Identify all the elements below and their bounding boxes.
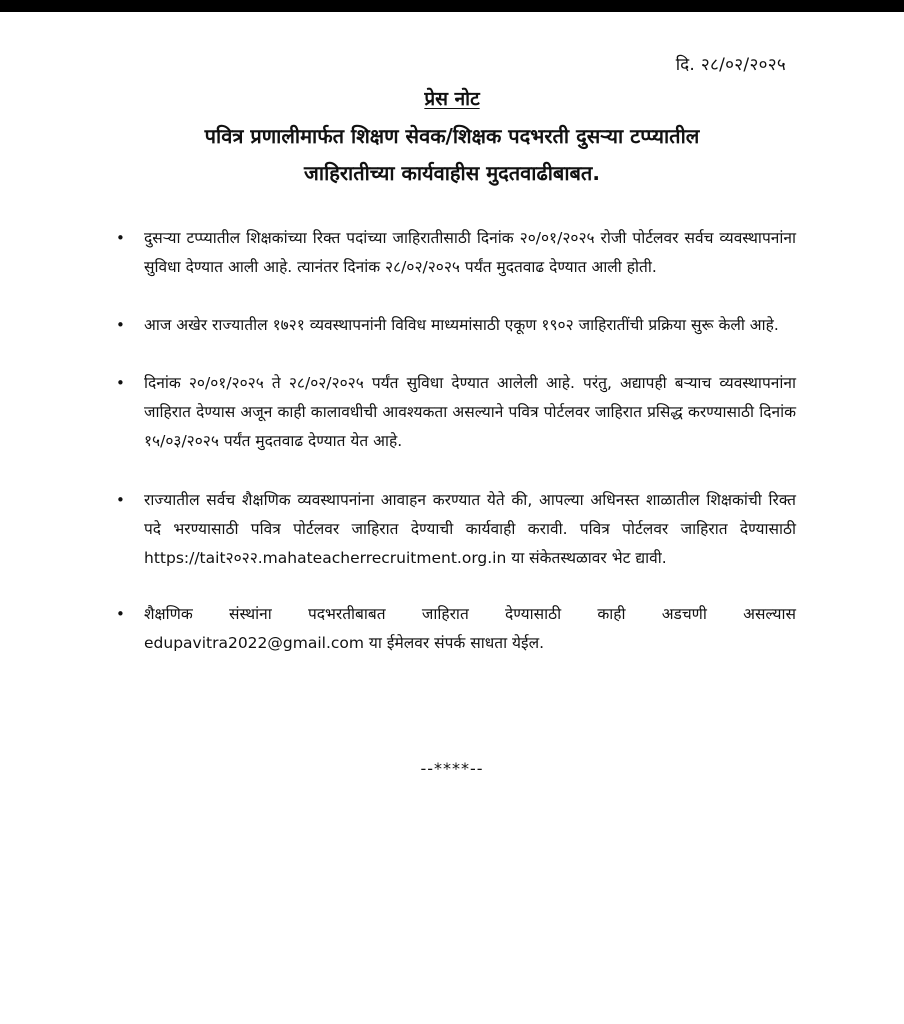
bullet-icon: •: [116, 316, 125, 334]
bullet-icon: •: [116, 229, 125, 247]
press-note-title: प्रेस नोट: [424, 88, 480, 110]
point-text-4: राज्यातील सर्वच शैक्षणिक व्यवस्थापनांना आवाहन करण्यात येते की, आपल्या अधिनस्त शाळातील शिक्षकांची रिक्त पदे भरण्यासाठी पवित्र पोर्टलवर जाहिरात देण्याची कार्यवाही करावी. पवित्र पोर्टलवर जाहिरात देण्यासाठी https://tait२०२२.mahateacherrecruitment.org.in या संकेतस्थळावर भेट द्यावी.: [144, 491, 796, 567]
point-text-1: दुसऱ्या टप्प्यातील शिक्षकांच्या रिक्त पदांच्या जाहिरातीसाठी दिनांक २०/०१/२०२५ रोजी पोर्टलवर सर्वच व्यवस्थापनांना सुविधा देण्यात आली आहे. त्यानंतर दिनांक २८/०२/२०२५ पर्यंत मुदतवाढ देण्यात आली होती.: [144, 229, 796, 276]
point-text-2: आज अखेर राज्यातील १७२१ व्यवस्थापनांनी विविध माध्यमांसाठी एकूण १९०२ जाहिरातींची प्रक्रिया सुरू केली आहे.: [144, 316, 779, 334]
document-date: दि. २८/०२/२०२५: [675, 55, 786, 75]
list-item: [116, 311, 796, 340]
bullet-icon: •: [116, 605, 125, 623]
subject-line-1: पवित्र प्रणालीमार्फत शिक्षण सेवक/शिक्षक पदभरती दुसऱ्या टप्प्यातील: [204, 124, 700, 148]
press-note-page: [0, 12, 904, 1024]
list-item: [116, 224, 796, 282]
point-text-3: दिनांक २०/०१/२०२५ ते २८/०२/२०२५ पर्यंत सुविधा देण्यात आलेली आहे. परंतु, अद्यापही बऱ्याच व्यवस्थापनांना जाहिरात देण्यास अजून काही कालावधीची आवश्यकता असल्याने पवित्र पोर्टलवर जाहिरात प्रसिद्ध करण्यासाठी दिनांक १५/०३/२०२५ पर्यंत मुदतवाढ देण्यात येत आहे.: [144, 374, 796, 450]
top-dark-band: [0, 0, 904, 12]
heading-block: [100, 86, 804, 192]
subject-line-2: जाहिरातीच्या कार्यवाहीस मुदतवाढीबाबत.: [304, 161, 600, 185]
bullet-icon: •: [116, 374, 125, 392]
closing-mark: --****--: [420, 759, 484, 778]
bullet-points-list: [116, 224, 796, 687]
list-item: [116, 600, 796, 658]
list-item: [116, 486, 796, 573]
point-text-5: शैक्षणिक संस्थांना पदभरतीबाबत जाहिरात देण्यासाठी काही अडचणी असल्यास edupavitra2022@gmail.com या ईमेलवर संपर्क साधता येईल.: [144, 605, 796, 652]
bullet-icon: •: [116, 491, 125, 509]
list-item: [116, 369, 796, 456]
